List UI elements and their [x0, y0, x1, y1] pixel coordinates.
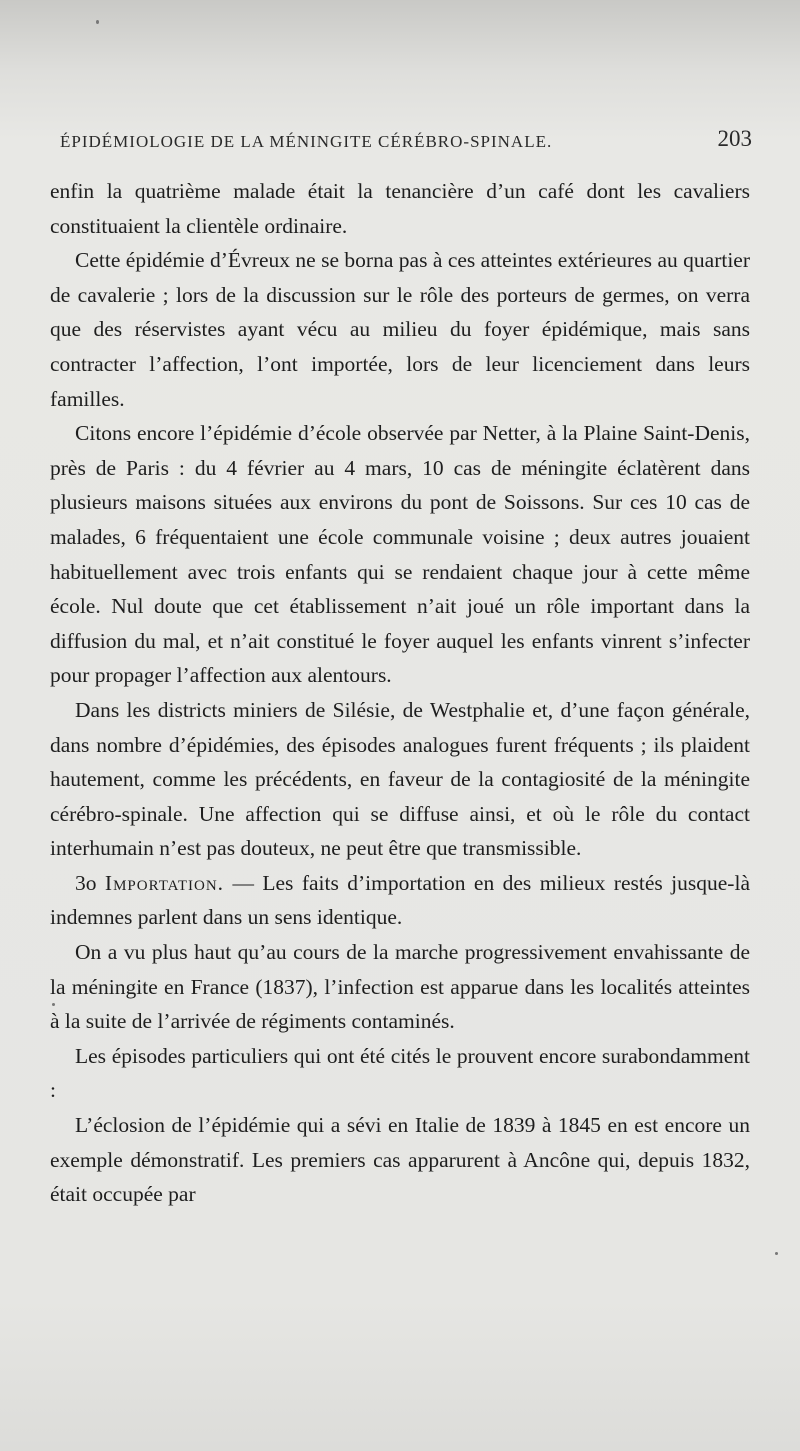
paragraph-1: enfin la quatrième malade était la tenancière d’un café dont les cavaliers constituaient la clientèle ordinaire.	[50, 179, 750, 238]
section-text: — Les faits d’importation en des milieux restés jusque-là indemnes parlent dans un sens identique.	[50, 870, 750, 930]
paragraph-8: L’éclosion de l’épidémie qui a sévi en Italie de 1839 à 1845 en est encore un exemple démonstratif. Les premiers cas apparurent à Ancône qui, depuis 1832, était occupée par	[50, 1113, 750, 1207]
section-heading: Importation.	[104, 870, 225, 895]
page-number: 203	[717, 126, 752, 151]
paper-speck	[96, 20, 99, 24]
paper-speck	[775, 1252, 778, 1255]
paragraph-4: Dans les districts miniers de Silésie, de Westphalie et, d’une façon générale, dans nombre d’épidémies, des épisodes analogues furent fréquents ; ils plaident hautement, comme les précédents, en faveur de la contagiosité de la méningite cérébro-spinale. Une affection qui se diffuse ainsi, et où le rôle du contact interhumain n’est pas douteux, ne peut être que transmissible.	[50, 697, 750, 861]
running-header	[50, 126, 750, 166]
body-text	[50, 174, 750, 1212]
book-page	[50, 126, 750, 1212]
paragraph-2: Cette épidémie d’Évreux ne se borna pas à ces atteintes extérieures au quartier de cavalerie ; lors de la discussion sur le rôle des porteurs de germes, on verra que des réservistes ayant vécu au milieu du foyer épidémique, mais sans contracter l’affection, l’ont importée, lors de leur licenciement dans leurs familles.	[50, 248, 750, 411]
paragraph-7: Les épisodes particuliers qui ont été cités le prouvent encore surabondamment :	[50, 1043, 750, 1103]
paragraph-5-importation	[50, 866, 750, 935]
paper-speck	[52, 1003, 55, 1006]
paragraph-3: Citons encore l’épidémie d’école observée par Netter, à la Plaine Saint-Denis, près de Paris : du 4 février au 4 mars, 10 cas de méningite éclatèrent dans plusieurs maisons situées aux environs du pont de Soissons. Sur ces 10 cas de malades, 6 fréquentaient une école communale voisine ; deux autres jouaient habituellement avec trois enfants qui se rendaient chaque jour à cette même école. Nul doute que cet établissement n’ait joué un rôle important dans la diffusion du mal, et n’ait constitué le foyer auquel les enfants vinrent s’infecter pour propager l’affection aux alentours.	[50, 421, 750, 688]
paragraph-6: On a vu plus haut qu’au cours de la marche progressivement envahissante de la méningite en France (1837), l’infection est apparue dans les localités atteintes à la suite de l’arrivée de régiments contaminés.	[50, 940, 750, 1034]
running-title: ÉPIDÉMIOLOGIE DE LA MÉNINGITE CÉRÉBRO-SPINALE.	[60, 132, 553, 151]
section-number: 3o	[75, 870, 105, 895]
